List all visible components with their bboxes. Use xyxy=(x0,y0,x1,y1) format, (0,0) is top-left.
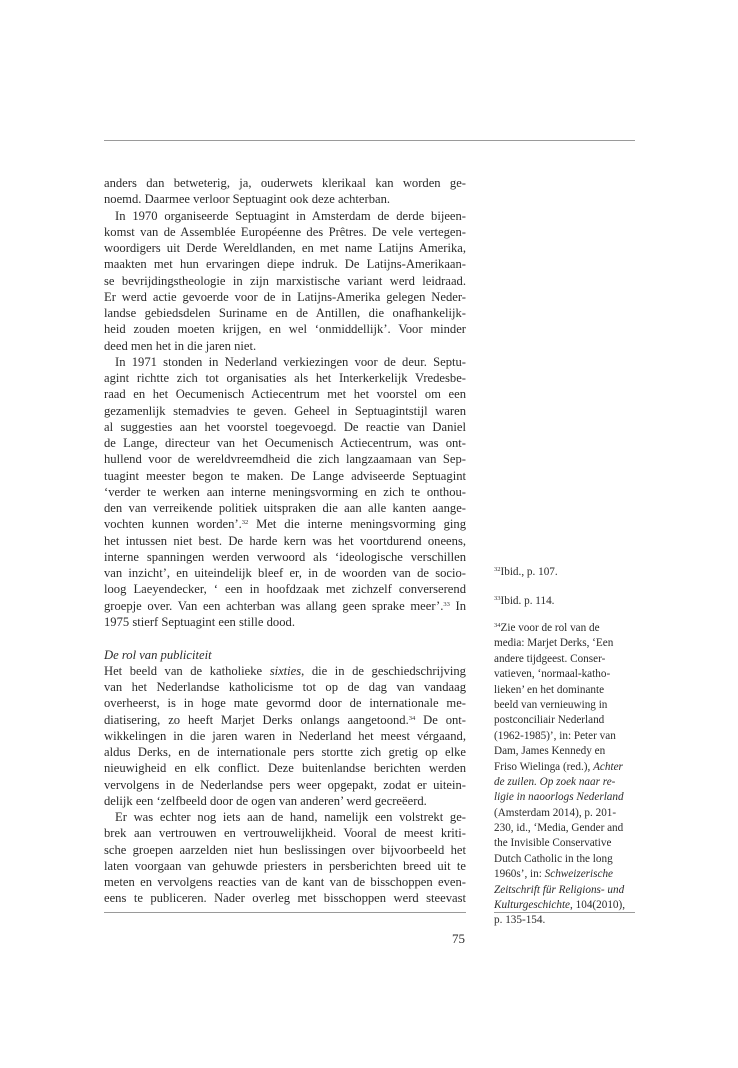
footnote-number: 34 xyxy=(494,622,501,629)
footnote-line xyxy=(494,867,636,882)
text-line xyxy=(104,760,466,776)
text-line xyxy=(104,728,466,744)
text-run: postconciliair Nederland xyxy=(494,714,605,727)
text-run: In 1971 stonden in Nederland verkiezingen voor de deur. Septu- xyxy=(115,354,466,369)
text-run: tuagint meester begon te maken. De Lange adviseerde Septuagint xyxy=(104,468,466,483)
text-run: beeld van vernieuwing in xyxy=(494,698,608,711)
text-run: Ibid. p. 114. xyxy=(500,595,555,607)
section-heading xyxy=(104,647,466,663)
footnote xyxy=(494,621,636,929)
text-run: het intussen niet best. De harde kern was het voortdurend oneens, xyxy=(104,533,466,548)
footnote-line xyxy=(494,806,636,821)
footnote-line xyxy=(494,636,636,651)
italic-text: Kulturgeschichte xyxy=(494,899,571,912)
text-run: vochten kunnen worden’. xyxy=(104,517,242,532)
text-line xyxy=(104,435,466,451)
text-line xyxy=(104,744,466,760)
text-run: meten en vervolgens reacties van de kant van de bisschoppen even- xyxy=(104,875,466,889)
text-run: woordigers uit Derde Wereldlanden, en met name Latijns Amerika, xyxy=(104,241,466,255)
text-run: heid zouden moeten krijgen, en wel ‘onmiddellijk’. Voor minder xyxy=(104,322,466,337)
text-run: In xyxy=(449,598,467,613)
text-run: nieuwigheid en elk conflict. Deze buitenlandse berichten werden xyxy=(104,761,466,776)
footnote-line xyxy=(494,821,636,836)
footnote-line xyxy=(494,565,636,580)
text-line xyxy=(104,289,466,305)
text-run: Ibid., p. 107. xyxy=(500,566,558,578)
text-run: Het beeld van de katholieke xyxy=(104,663,270,678)
footnote-line xyxy=(494,836,636,851)
text-run: se bevrijdingstheologie in zijn marxistische variant werd leidraad. xyxy=(104,273,466,288)
text-run: (1962-1985)’, in: Peter van xyxy=(494,729,616,742)
text-run: gezamenlijk stemadvies te geven. Geheel in Septuagintstijl waren xyxy=(104,403,466,418)
footnote-line xyxy=(494,913,636,928)
footnote xyxy=(494,594,636,609)
text-run: loog Laeyendecker, ‘ een in hoofdzaak met zichzelf converserend xyxy=(104,582,466,597)
footnote-number: 32 xyxy=(494,566,501,573)
italic-text: De rol van publiciteit xyxy=(104,647,212,662)
text-line xyxy=(104,695,466,711)
text-line xyxy=(104,338,466,354)
page-number: 75 xyxy=(452,931,465,946)
text-line xyxy=(104,321,466,337)
text-run: (Amsterdam 2014), p. 201- xyxy=(494,806,617,819)
footnote-reference: 33 xyxy=(443,600,450,608)
text-line xyxy=(104,549,466,565)
text-run: Zie voor de rol van de xyxy=(500,622,600,634)
section-gap xyxy=(104,630,466,647)
text-run: noemd. Daarmee verloor Septuagint ook deze achterban. xyxy=(104,192,391,207)
text-run: vervolgens in de Nederlandse pers weer opgepakt, zodat er uitein- xyxy=(104,777,466,792)
text-run: , 104(2010), xyxy=(570,899,626,912)
italic-text: Zeitschrift für Religions- und xyxy=(494,883,625,896)
footnote-line xyxy=(494,760,636,775)
italic-text: ligie in naoorlogs Nederland xyxy=(494,791,624,804)
footnote-line xyxy=(494,652,636,667)
footnote-line xyxy=(494,852,636,867)
text-line xyxy=(104,614,466,630)
text-run: Er was echter nog iets aan de hand, namelijk een volstrekt ge- xyxy=(115,810,466,824)
text-run: Met die interne meningsvorming ging xyxy=(248,517,466,532)
text-line xyxy=(104,224,466,240)
text-line xyxy=(104,403,466,419)
text-run: de Lange, directeur van het Oecumenisch Actiecentrum, was ont- xyxy=(104,436,466,450)
footnote-line xyxy=(494,683,636,698)
text-line xyxy=(104,386,466,402)
text-line xyxy=(104,809,466,825)
text-run: eens te publiceren. Nader overleg met bisschoppen werd steevast xyxy=(104,891,466,906)
text-run: diatisering, zo heeft Marjet Derks onlangs aangetoond. xyxy=(104,712,409,727)
text-run: groepje over. Van een achterban was allang geen sprake meer’. xyxy=(104,598,444,613)
footnote-line xyxy=(494,744,636,759)
footnote-reference: 32 xyxy=(241,519,249,527)
text-run: komst van de Assemblée Européenne des Prêtres. De vele vertegen- xyxy=(104,224,466,239)
text-run: anders dan betweterig, ja, ouderwets klerikaal kan worden ge- xyxy=(104,176,466,190)
text-run: Er werd actie gevoerde voor de in Latijns-Amerika gelegen Neder- xyxy=(104,289,466,304)
text-line xyxy=(104,354,466,370)
text-line xyxy=(104,598,466,614)
text-run: De ont- xyxy=(415,712,466,727)
text-line xyxy=(104,419,466,435)
footnote-line xyxy=(494,883,636,898)
text-line xyxy=(104,565,466,581)
text-line xyxy=(104,451,466,467)
text-line xyxy=(104,484,466,500)
text-line xyxy=(104,874,466,890)
main-text-column xyxy=(104,175,466,907)
text-line xyxy=(104,256,466,272)
text-run: al suggesties aan het voorstel toegevoegd. De reactie van Daniel xyxy=(104,419,466,434)
text-line xyxy=(104,208,466,224)
footnotes-column xyxy=(494,0,636,1068)
footnote-line xyxy=(494,667,636,682)
text-line xyxy=(104,793,466,809)
text-run: delijk een ‘zelfbeeld door de ogen van anderen’ werd gecreëerd. xyxy=(104,793,427,808)
text-run: 1975 stierf Septuagint een stille dood. xyxy=(104,614,295,629)
text-run: Dutch Catholic in the long xyxy=(494,852,613,865)
footnote-line xyxy=(494,790,636,805)
text-run: , die in de geschiedschrijving xyxy=(301,663,466,678)
text-line xyxy=(104,370,466,386)
text-line xyxy=(104,777,466,793)
italic-text: sixties xyxy=(269,663,302,678)
text-run: den van verreikende politiek uitspraken die aan alle kanten aange- xyxy=(104,501,466,515)
main-bottom-rule xyxy=(104,912,466,913)
text-run: van inzicht’, en uiteindelijk bleef er, in de woorden van de socio- xyxy=(104,566,466,580)
text-line xyxy=(104,890,466,906)
text-run: the Invisible Conservative xyxy=(494,837,612,850)
text-run: In 1970 organiseerde Septuagint in Amsterdam de derde bijeen- xyxy=(115,208,466,223)
text-line xyxy=(104,663,466,679)
text-run: lieken’ en het dominante xyxy=(494,683,605,696)
footnote-reference: 34 xyxy=(408,714,416,722)
text-line xyxy=(104,191,466,207)
text-run: p. 135-154. xyxy=(494,914,546,927)
text-line xyxy=(104,516,466,532)
footnote-line xyxy=(494,729,636,744)
text-run: overheerst, is in hoge mate gevormd door de internationale me- xyxy=(104,696,466,711)
text-line xyxy=(104,500,466,516)
text-run: Dam, James Kennedy en xyxy=(494,745,606,758)
footnote-line xyxy=(494,698,636,713)
text-line xyxy=(104,273,466,289)
text-line xyxy=(104,468,466,484)
text-run: ‘verder te werken aan interne meningsvorming en zich te onthou- xyxy=(104,484,466,499)
text-run: interne spanningen werden verwoord als ‘ideologische verschillen xyxy=(104,549,466,564)
text-run: agint richtte zich tot organisaties als het Interkerkelijk Vredesbe- xyxy=(104,371,466,385)
text-run: media: Marjet Derks, ‘Een xyxy=(494,637,614,650)
italic-text: Schweizerische xyxy=(544,868,614,881)
footnote-number: 33 xyxy=(494,595,501,602)
text-line xyxy=(104,581,466,597)
notes-bottom-rule xyxy=(494,912,635,913)
text-run: 1960s’, in: xyxy=(494,868,545,881)
italic-text: Achter xyxy=(593,760,623,773)
footnote-line xyxy=(494,713,636,728)
text-run: 230, id., ‘Media, Gender and xyxy=(494,822,624,835)
text-run: brek aan vertrouwen en vertrouwelijkheid. Vooral de meest kriti- xyxy=(104,826,466,841)
text-run: maakten met hun ervaringen diepe indruk. De Latijns-Amerikaan- xyxy=(104,257,466,272)
text-run: wikkelingen in die jaren waren in Nederland het meest vérgaand, xyxy=(104,728,466,743)
italic-text: de zuilen. Op zoek naar re- xyxy=(494,775,616,788)
text-line xyxy=(104,842,466,858)
text-line xyxy=(104,240,466,256)
footnote xyxy=(494,565,636,580)
text-line xyxy=(104,175,466,191)
text-run: andere tijdgeest. Conser- xyxy=(494,652,606,665)
text-line xyxy=(104,712,466,728)
text-line xyxy=(104,679,466,695)
text-run: van het Nederlandse katholicisme tot op de dag van vandaag xyxy=(104,680,466,694)
text-run: vatieven, ‘normaal-katho- xyxy=(494,668,611,681)
text-line xyxy=(104,858,466,874)
footnote-line xyxy=(494,594,636,609)
text-line xyxy=(104,825,466,841)
footnote-line xyxy=(494,621,636,636)
text-run: deed men het in die jaren niet. xyxy=(104,338,257,353)
text-run: sche groepen aarzelden niet hun beslissingen over bijvoorbeeld het xyxy=(104,842,466,857)
text-line xyxy=(104,533,466,549)
text-run: Friso Wielinga (red.), xyxy=(494,760,594,773)
text-run: hullend voor de wereldvreemdheid die zich langzaamaan van Sep- xyxy=(104,452,466,467)
text-run: raad en het Oecumenisch Actiecentrum met het voorstel om een xyxy=(104,387,466,402)
text-run: laten voorgaan van gehuwde priesters in persberichten breed uit te xyxy=(104,858,466,873)
text-run: landse gebiedsdelen Suriname en de Antillen, die onafhankelijk- xyxy=(104,306,466,320)
text-line xyxy=(104,305,466,321)
footnote-line xyxy=(494,775,636,790)
text-run: aldus Derks, en de internationale pers stortte zich gretig op elke xyxy=(104,745,466,759)
